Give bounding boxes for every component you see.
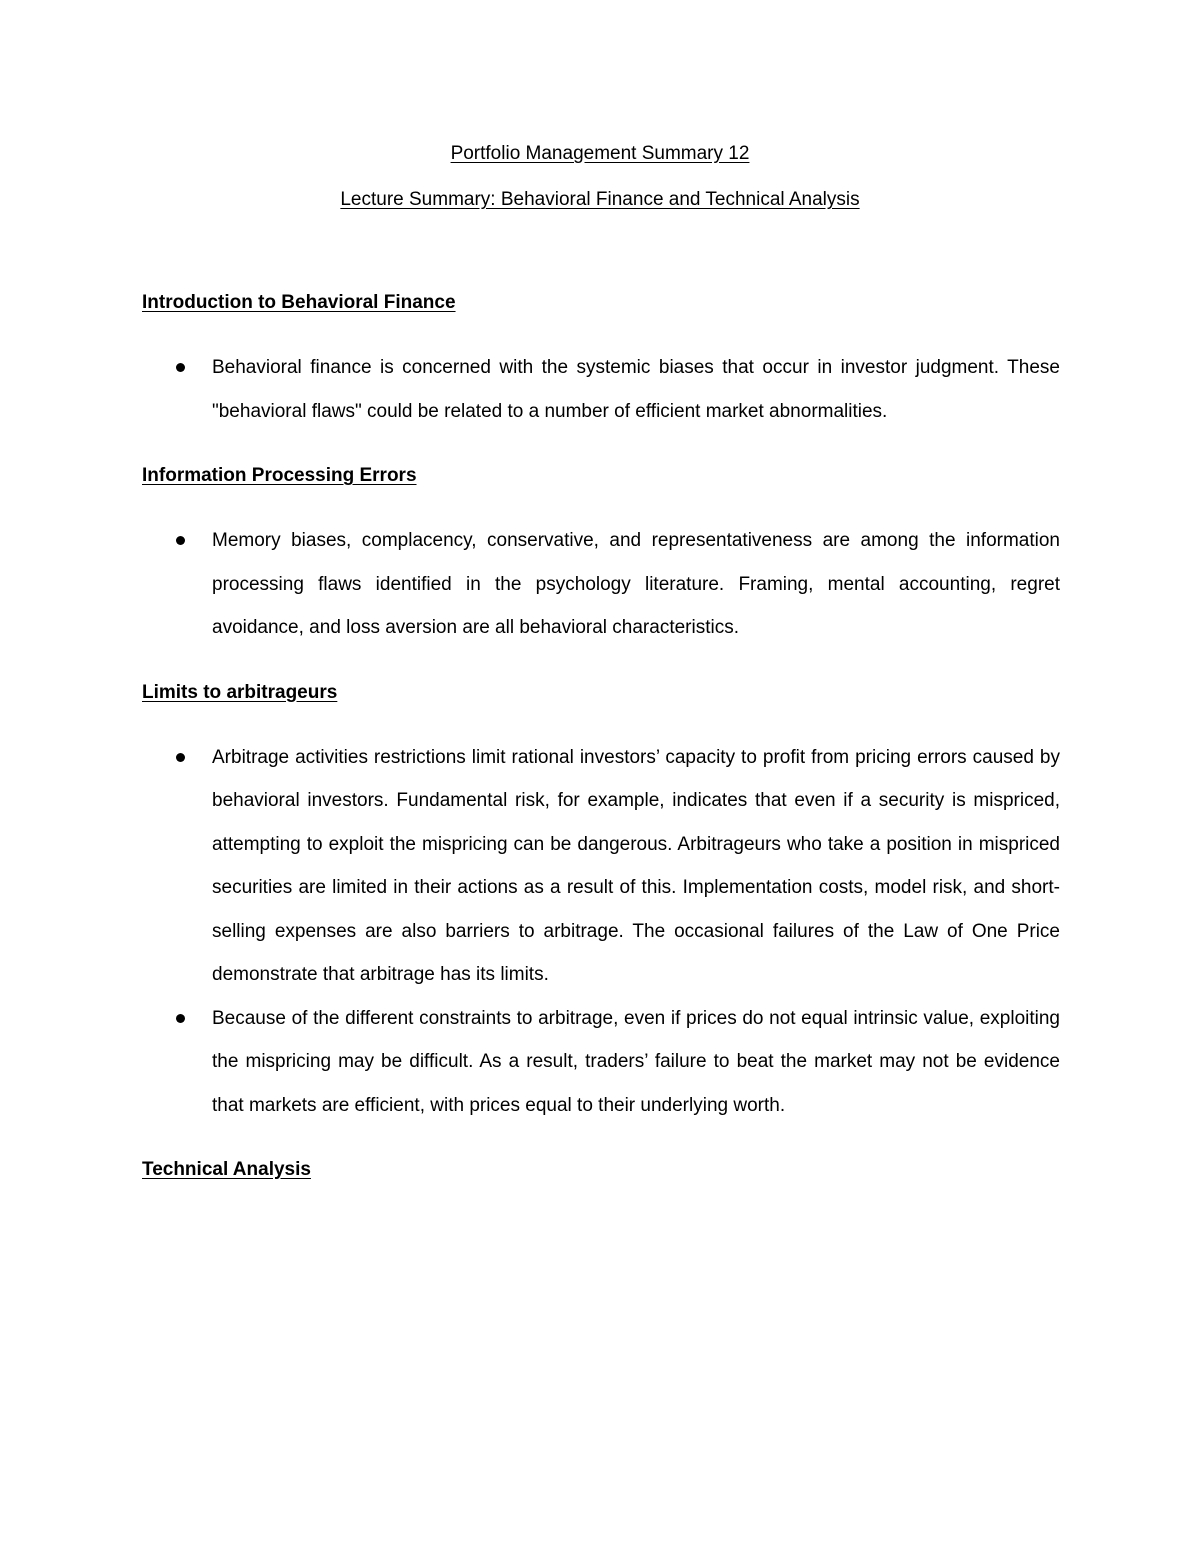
section-heading: Limits to arbitrageurs — [142, 681, 338, 703]
document-subtitle: Lecture Summary: Behavioral Finance and Technical Analysis — [340, 189, 860, 210]
section-heading: Introduction to Behavioral Finance — [142, 292, 456, 313]
list-item — [142, 519, 1060, 650]
section-technical-analysis — [142, 1157, 1060, 1183]
section-behavioral-finance — [142, 290, 1060, 433]
bullet-text: Memory biases, complacency, conservative, and representativeness are among the information processing flaws identified in the psychology literature. Framing, mental accounting, regret avoidance, and loss aversion are all behavioral characteristics. — [212, 530, 1060, 638]
list-item — [142, 346, 1060, 433]
section-limits-to-arbitrageurs — [142, 680, 1060, 1128]
list-item — [142, 736, 1060, 997]
bullet-list — [142, 519, 1060, 650]
bullet-text: Because of the different constraints to arbitrage, even if prices do not equal intrinsic value, exploiting the mispricing may be difficult. As a result, traders’ failure to beat the market may not be evidence that markets are efficient, with prices equal to their underlying worth. — [212, 1007, 1060, 1116]
bullet-text: Arbitrage activities restrictions limit rational investors’ capacity to profit from pricing errors caused by behavioral investors. Fundamental risk, for example, indicates that even if a security is mispriced, attempting to exploit the mispricing can be dangerous. Arbitrageurs who take a position in mispriced securities are limited in their actions as a result of this. Implementation costs, model risk, and short-selling expenses are also barriers to arbitrage. The occasional failures of the Law of One Price demonstrate that arbitrage has its limits. — [212, 746, 1060, 985]
document-title: Portfolio Management Summary 12 — [450, 143, 750, 164]
list-item — [142, 997, 1060, 1128]
bullet-list — [142, 346, 1060, 433]
bullet-icon — [176, 753, 185, 762]
bullet-list — [142, 736, 1060, 1128]
section-heading: Technical Analysis — [142, 1159, 311, 1180]
section-heading: Information Processing Errors — [142, 465, 417, 486]
bullet-icon — [176, 1014, 185, 1023]
document-body — [142, 290, 1060, 1213]
section-information-processing — [142, 463, 1060, 650]
bullet-icon — [176, 536, 185, 545]
bullet-icon — [176, 363, 185, 372]
bullet-text: Behavioral finance is concerned with the systemic biases that occur in investor judgment. These "behavioral flaws" could be related to a number of efficient market abnormalities. — [212, 357, 1060, 422]
